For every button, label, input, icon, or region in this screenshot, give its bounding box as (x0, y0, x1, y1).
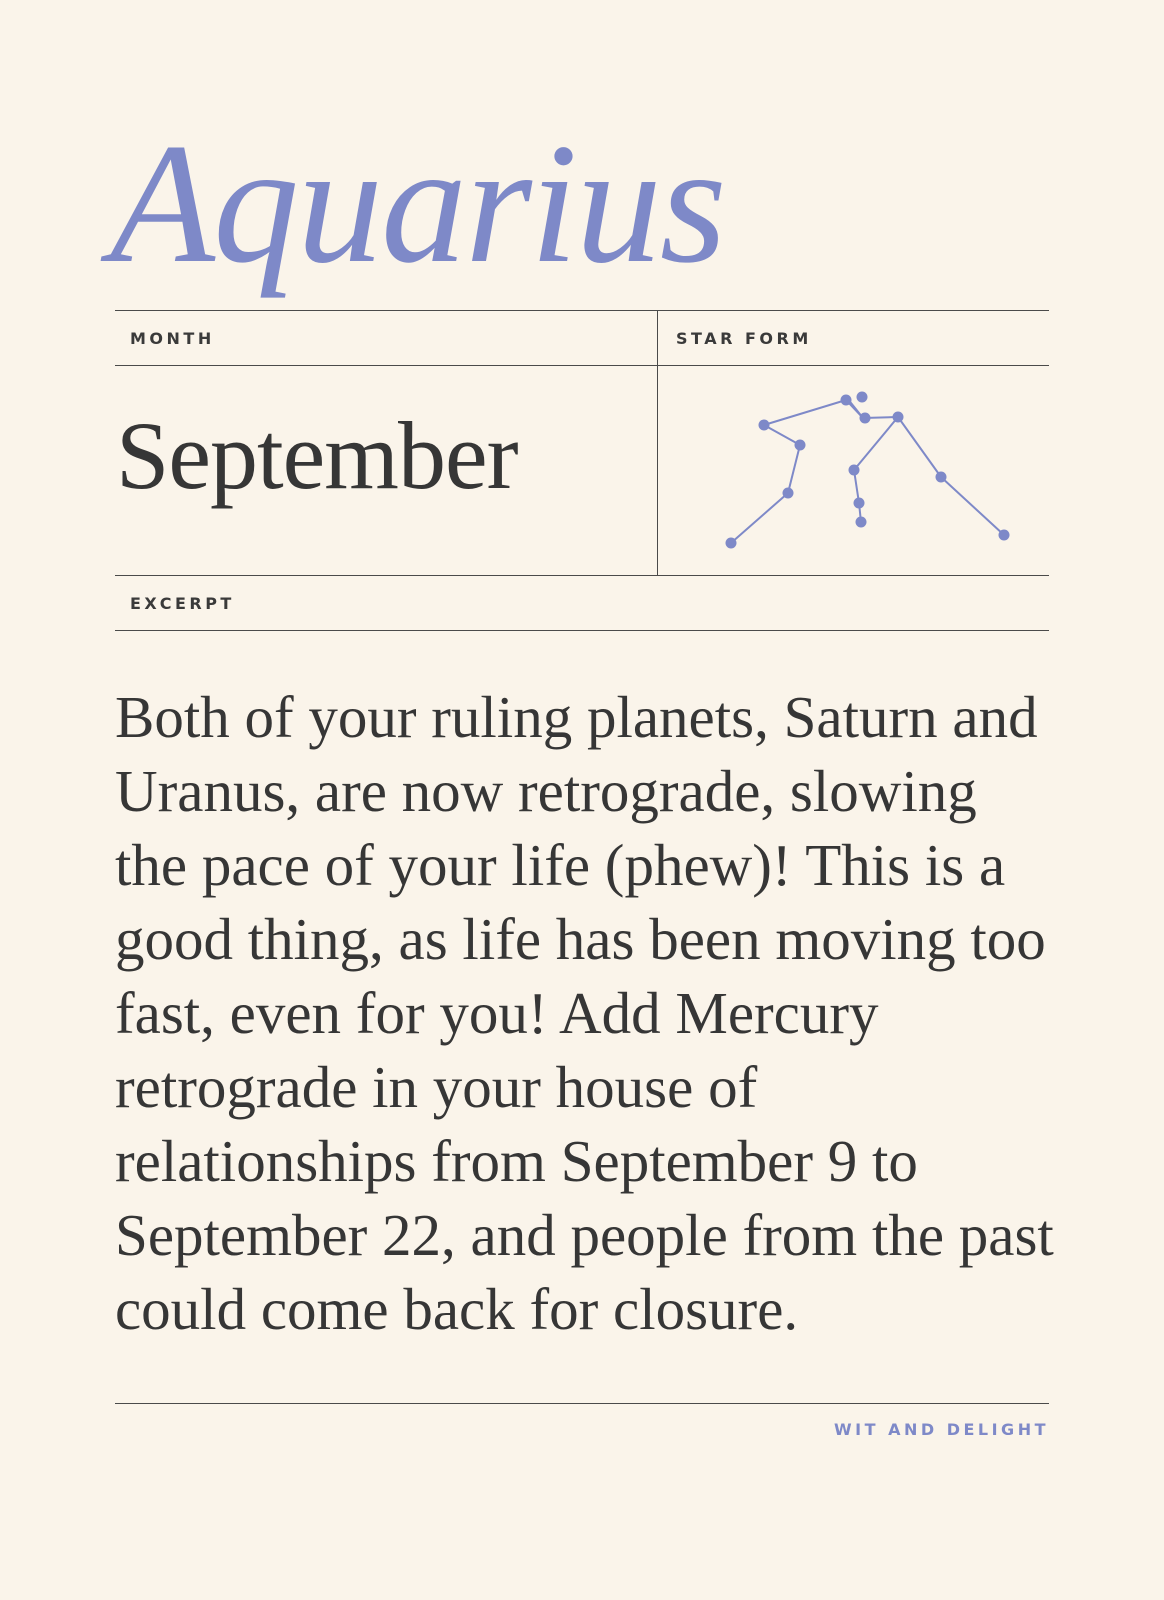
month-value: September (116, 402, 518, 509)
table-bottom-rule (115, 575, 1049, 576)
footer-rule (115, 1403, 1049, 1404)
excerpt-text: Both of your ruling planets, Saturn and Uranus, are now retrograde, slowing the pace of your life (phew)! This is a good thing, as life has been moving too fast, even for you! Add Mercury retrograde in your house of relationships from September 9 to September 22, and people from the past could come back for closure. (115, 684, 1054, 1342)
sign-title: Aquarius (110, 109, 725, 299)
excerpt-header-rule (115, 630, 1049, 631)
excerpt-label: EXCERPT (130, 594, 235, 613)
month-label: MONTH (130, 329, 215, 348)
brand-name: WIT AND DELIGHT (833, 1420, 1049, 1439)
aquarius-constellation-icon (658, 360, 1048, 575)
star-form-label: STAR FORM (676, 329, 812, 348)
table-top-rule (115, 310, 1049, 311)
